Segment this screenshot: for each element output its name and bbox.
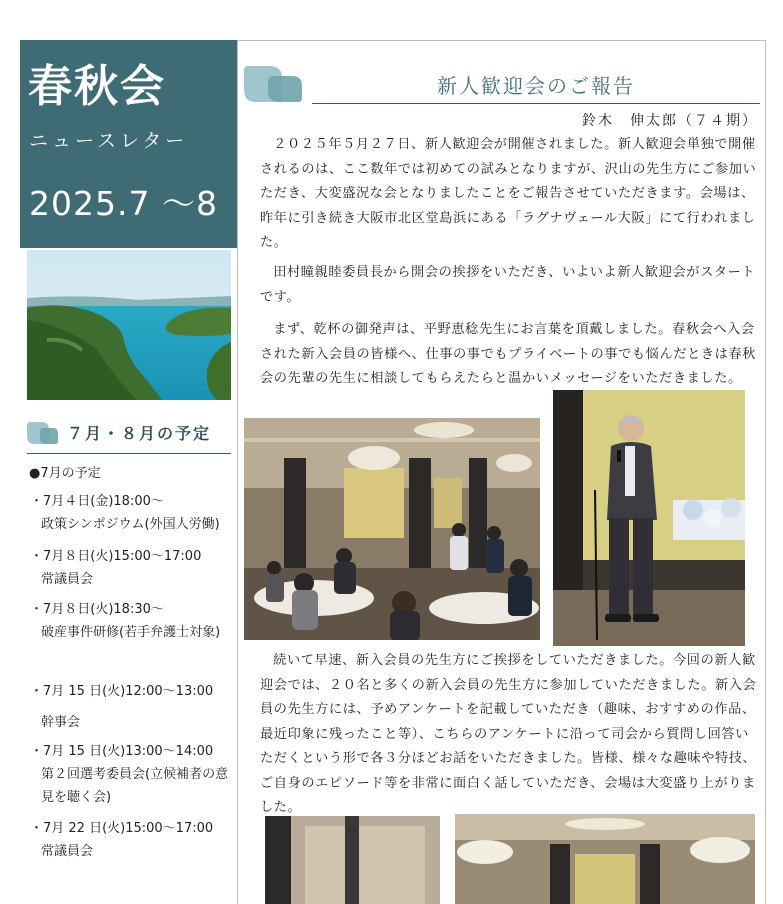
island-bay-photo [27, 250, 231, 400]
leaf-decoration-icon [244, 66, 302, 102]
schedule-date: ・7月 15 日(火)13:00〜14:00 [30, 744, 214, 759]
newsletter-title: 春秋会 [28, 61, 166, 112]
schedule-month-label: ●7月の予定 [29, 466, 101, 481]
schedule-item [30, 545, 201, 591]
column-divider [237, 40, 238, 904]
venue-photo [265, 816, 440, 904]
schedule-date: ・7月 22 日(火)15:00〜17:00 [30, 821, 214, 836]
article-paragraph: 続いて早速、新入会員の先生方にご挨拶をしていただきました。今回の新人歓迎会では、２０名と多くの新入会員の先生方に参加していただきました。新入会員の先生方には、予めアンケートを記載していただき（趣味、おすすめの作品、最近印象に残ったこと等）、こちらのアンケートに沿って司会から質問し回答いただくという形で各３分ほどお話をいただきました。皆様、様々な趣味や特技、ご自身のエピソード等を非常に面白く話していただき、会場は大変盛り上がりました。 [260, 653, 757, 815]
schedule-label: 破産事件研修(若手弁護士対象) [41, 625, 221, 640]
article-author: 鈴木 伸太郎（７４期） [582, 113, 758, 129]
masthead [20, 40, 237, 248]
page-frame-right [765, 40, 766, 904]
schedule-item [30, 676, 213, 738]
newsletter-subtitle: ニュースレター [29, 130, 189, 152]
schedule-label: 第２回選考委員会(立候補者の意見を聴く会) [41, 767, 229, 805]
leaf-decoration-icon [27, 422, 59, 444]
speaker-photo [553, 390, 745, 646]
chandelier-photo [455, 814, 755, 904]
schedule-label: 常議員会 [41, 844, 94, 859]
banquet-hall-photo [244, 418, 540, 640]
schedule-item [30, 490, 220, 536]
article-paragraph: ２０２５年５月２７日、新人歓迎会が開催されました。新人歓迎会単独で開催されるのは、ここ数年では初めての試みとなりますが、沢山の先生方にご参加いただき、大変盛況な会となりましたことをご報告させていただきます。会場は、昨年に引き続き大阪市北区堂島浜にある「ラグナヴェール大阪」にて行われました。 [260, 137, 757, 250]
schedule-label: 常議員会 [41, 572, 94, 587]
schedule-item [30, 740, 236, 809]
article-paragraph: まず、乾杯の御発声は、平野恵稔先生にお言葉を頂戴しました。春秋会へ入会された新入会員の皆様へ、仕事の事でもプライベートの事でも悩んだときは春秋会の先輩の先生に相談してもらえたらと温かいメッセージをいただきました。 [260, 322, 756, 386]
schedule-date: ・7月４日(金)18:00〜 [30, 494, 164, 509]
schedule-item [30, 817, 213, 863]
article-title-rule [312, 103, 760, 104]
article-paragraph: 田村瞳親睦委員長から開会の挨拶をいただき、いよいよ新人歓迎会がスタートです。 [260, 265, 756, 305]
newsletter-issue: 2025.7 〜8 [29, 184, 218, 223]
article-title: 新人歓迎会のご報告 [437, 74, 635, 98]
schedule-label: 政策シンポジウム(外国人労働) [41, 517, 220, 532]
schedule-date: ・7月８日(火)15:00〜17:00 [30, 549, 202, 564]
schedule-date: ・7月８日(火)18:30〜 [30, 602, 164, 617]
schedule-label: 幹事会 [41, 715, 81, 730]
schedule-header [27, 418, 231, 454]
schedule-item [30, 598, 230, 644]
schedule-heading: ７月・８月の予定 [67, 424, 212, 443]
schedule-date: ・7月 15 日(火)12:00〜13:00 [30, 684, 214, 699]
